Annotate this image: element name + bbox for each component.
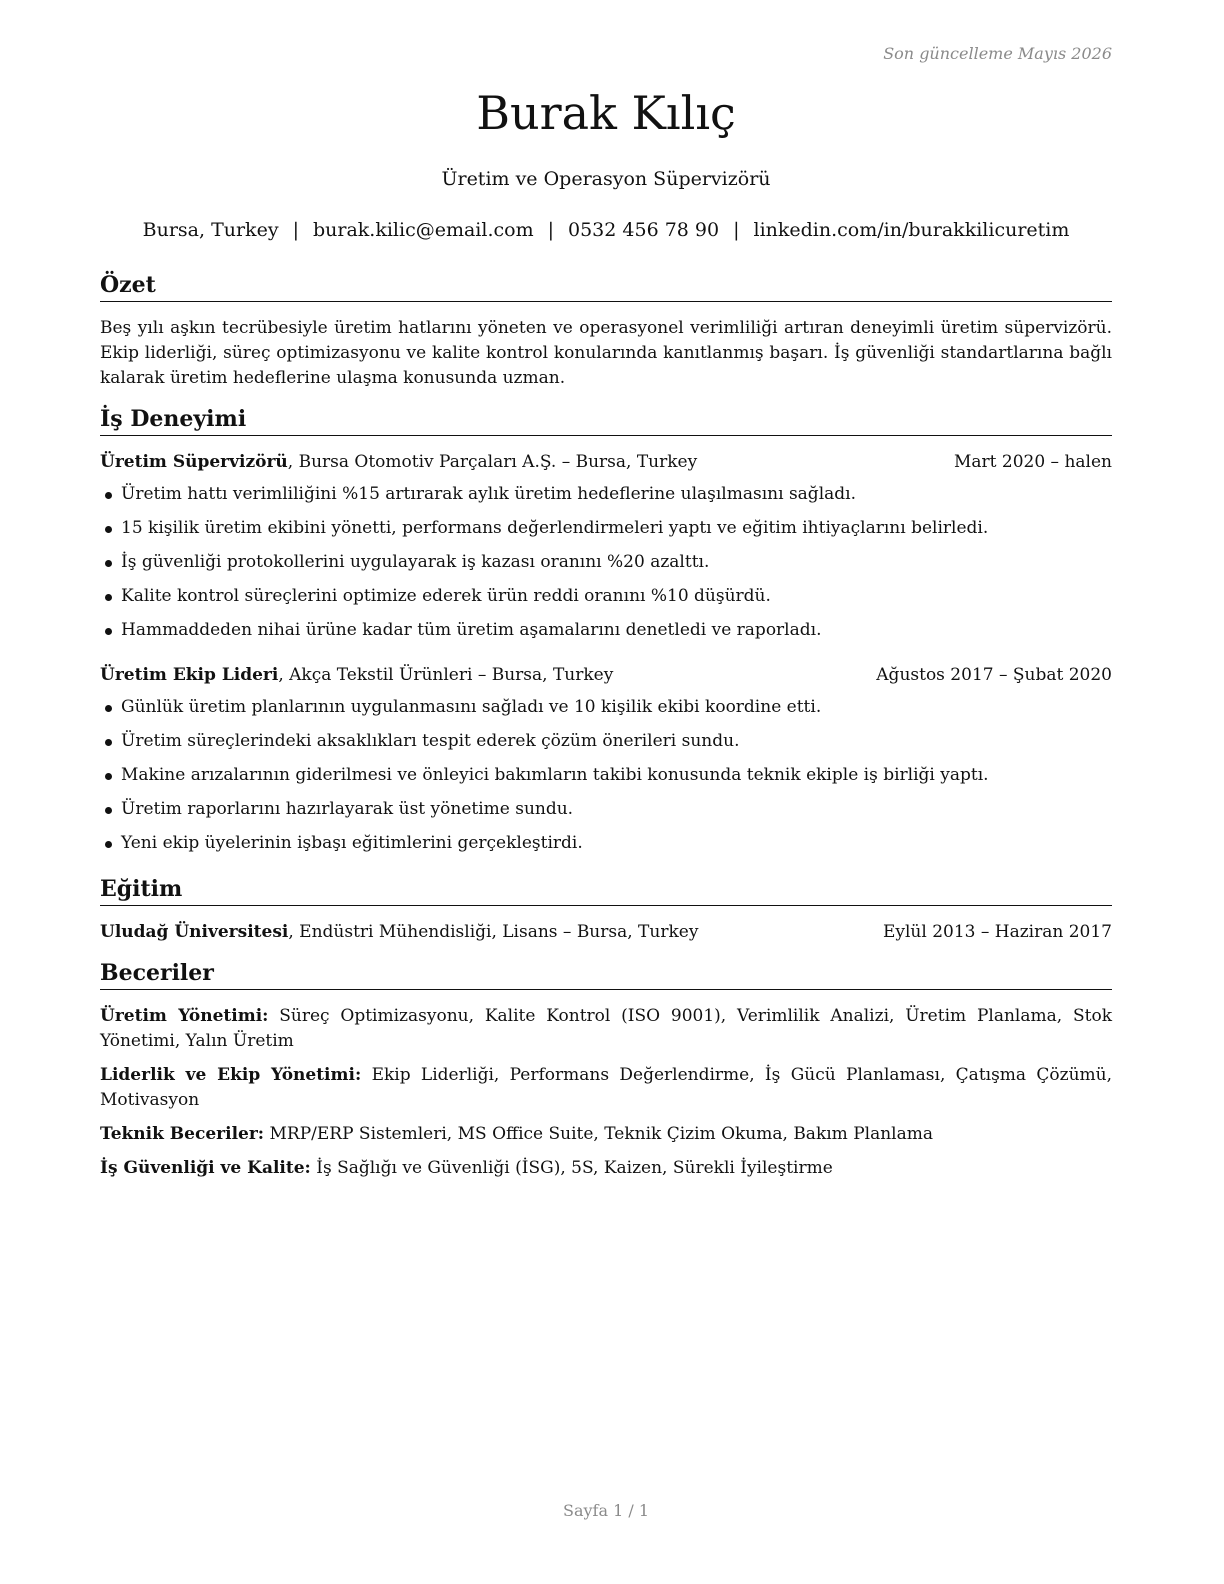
skill-text: İş Sağlığı ve Güvenliği (İSG), 5S, Kaizen, Sürekli İyileştirme <box>310 1158 833 1178</box>
skill-label: Teknik Beceriler: <box>100 1124 265 1144</box>
contact-email[interactable]: burak.kilic@email.com <box>312 219 534 241</box>
contact-location: Bursa, Turkey <box>142 219 279 241</box>
skills-heading: Beceriler <box>100 959 1112 990</box>
list-item: Hammaddeden nihai ürüne kadar tüm üretim aşamalarını denetledi ve raporladı. <box>100 613 1112 647</box>
job-bullets <box>100 690 1112 860</box>
skill-text: Süreç Optimizasyonu, Kalite Kontrol (ISO 9001), Verimlilik Analizi, Üretim Planlama, Stok Yönetimi, Yalın Üretim <box>100 1006 1112 1051</box>
education-entry <box>100 920 1112 945</box>
list-item: Üretim raporlarını hazırlayarak üst yönetime sundu. <box>100 792 1112 826</box>
list-item: Üretim süreçlerindeki aksaklıkları tespit ederek çözüm önerileri sundu. <box>100 724 1112 758</box>
education-dates: Eylül 2013 – Haziran 2017 <box>882 922 1112 942</box>
education-section <box>100 875 1112 945</box>
resume-page <box>100 0 1112 1584</box>
list-item: Makine arızalarının giderilmesi ve önleyici bakımların takibi konusunda teknik ekiple iş birliği yaptı. <box>100 758 1112 792</box>
contact-line <box>100 219 1112 241</box>
job-org: , Bursa Otomotiv Parçaları A.Ş. – Bursa, Turkey <box>287 452 698 472</box>
job-dates: Mart 2020 – halen <box>953 452 1112 472</box>
list-item: Üretim hattı verimliliğini %15 artırarak aylık üretim hedeflerine ulaşılmasını sağladı. <box>100 477 1112 511</box>
skill-label: Üretim Yönetimi: <box>100 1006 269 1026</box>
job-bullets <box>100 477 1112 647</box>
candidate-name: Burak Kılıç <box>476 86 736 140</box>
skill-group <box>100 1122 1112 1147</box>
list-item: 15 kişilik üretim ekibini yönetti, performans değerlendirmeleri yaptı ve eğitim ihtiyaçlarını belirledi. <box>100 511 1112 545</box>
degree-detail: , Endüstri Mühendisliği, Lisans – Bursa, Turkey <box>288 922 699 942</box>
school-name: Uludağ Üniversitesi <box>100 922 289 942</box>
job-role: Üretim Ekip Lideri <box>100 665 279 685</box>
job-entry <box>100 450 1112 647</box>
skill-text: Ekip Liderliği, Performans Değerlendirme, İş Gücü Planlaması, Çatışma Çözümü, Motivasyon <box>100 1065 1113 1110</box>
contact-separator: | <box>547 219 554 241</box>
contact-separator: | <box>733 219 740 241</box>
page-number: Sayfa 1 / 1 <box>562 1501 649 1520</box>
list-item: İş güvenliği protokollerini uygulayarak iş kazası oranını %20 azalttı. <box>100 545 1112 579</box>
list-item: Kalite kontrol süreçlerini optimize ederek ürün reddi oranını %10 düşürdü. <box>100 579 1112 613</box>
job-org: , Akça Tekstil Ürünleri – Bursa, Turkey <box>278 665 614 685</box>
job-entry <box>100 663 1112 860</box>
skill-group <box>100 1004 1112 1054</box>
skill-label: Liderlik ve Ekip Yönetimi: <box>100 1065 362 1085</box>
job-header <box>100 663 1112 688</box>
experience-section <box>100 405 1112 860</box>
skills-section <box>100 959 1112 1181</box>
skill-group <box>100 1063 1112 1113</box>
last-updated: Son güncelleme Mayıs 2026 <box>883 44 1112 63</box>
summary-section <box>100 271 1112 391</box>
summary-heading: Özet <box>100 271 1112 302</box>
education-heading: Eğitim <box>100 875 1112 906</box>
summary-text: Beş yılı aşkın tecrübesiyle üretim hatlarını yöneten ve operasyonel verimliliği artıran deneyimli üretim süpervizörü. Ekip liderliği, süreç optimizasyonu ve kalite kontrol konularında kanıtlanmış başarı. İş güvenliği standartlarına bağlı kalarak üretim hedeflerine ulaşma konusunda uzman. <box>100 318 1112 388</box>
contact-phone[interactable]: 0532 456 78 90 <box>568 219 720 241</box>
skill-text: MRP/ERP Sistemleri, MS Office Suite, Teknik Çizim Okuma, Bakım Planlama <box>264 1124 933 1144</box>
job-dates: Ağustos 2017 – Şubat 2020 <box>876 665 1112 685</box>
job-header <box>100 450 1112 475</box>
experience-heading: İş Deneyimi <box>100 405 1112 436</box>
skill-label: İş Güvenliği ve Kalite: <box>100 1158 311 1178</box>
candidate-title: Üretim ve Operasyon Süpervizörü <box>441 168 771 190</box>
job-role: Üretim Süpervizörü <box>100 452 288 472</box>
list-item: Yeni ekip üyelerinin işbaşı eğitimlerini gerçekleştirdi. <box>100 826 1112 860</box>
skill-group <box>100 1156 1112 1181</box>
list-item: Günlük üretim planlarının uygulanmasını sağladı ve 10 kişilik ekibi koordine etti. <box>100 690 1112 724</box>
contact-separator: | <box>292 219 299 241</box>
contact-linkedin[interactable]: linkedin.com/in/burakkilicuretim <box>753 219 1070 241</box>
